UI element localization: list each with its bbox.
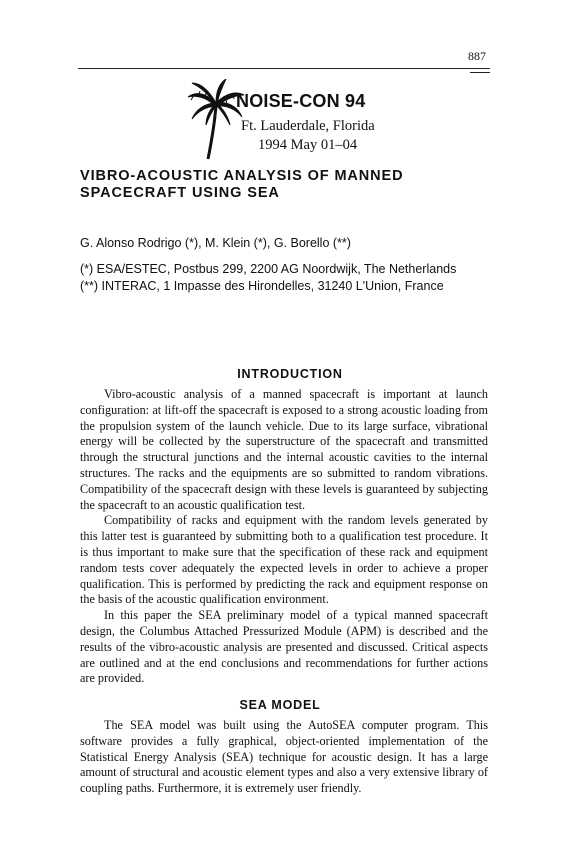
paragraph: In this paper the SEA preliminary model of a typical manned spacecraft design, the Columbus Attached Pressurized Module (APM) is described and the results of the vibro-acoustic analysis are presented and discussed. Critical aspects are outlined and at the end conclusions and recommendations for further actions are provided. <box>80 608 488 686</box>
author-list: G. Alonso Rodrigo (*), M. Klein (*), G. Borello (**) <box>80 236 351 250</box>
paragraph: The SEA model was built using the AutoSEA computer program. This software provides a fully graphical, object-oriented implementation of the Statistical Energy Analysis (SEA) technique for acoustic design. It has a large amount of structural and acoustic element types and also a very extensive library of coupling paths. Furthermore, it is extremely user friendly. <box>80 718 488 796</box>
paper-title-line-2: SPACECRAFT USING SEA <box>80 185 280 201</box>
sea-model-body <box>80 718 488 797</box>
affiliation-1: (*) ESA/ESTEC, Postbus 299, 2200 AG Noordwijk, The Netherlands <box>80 262 457 276</box>
paragraph: Vibro-acoustic analysis of a manned spacecraft is important at launch configuration: at lift-off the spacecraft is exposed to a strong acoustic loading from the propulsion system of the launch vehicle. Due to its large surface, vibrational energy will be collected by the superstructure of the spacecraft and transmitted through the structural junctions and the internal acoustic cavities to the internal structures. The racks and the equipments are so submitted to random vibrations. Compatibility of the spacecraft design with these levels is guaranteed by subjecting the spacecraft to an acoustic qualification test. <box>80 387 488 512</box>
introduction-heading: INTRODUCTION <box>237 367 343 381</box>
header-rule-accent <box>470 72 490 73</box>
affiliation-2: (**) INTERAC, 1 Impasse des Hirondelles, 31240 L'Union, France <box>80 279 444 293</box>
paper-title-line-1: VIBRO-ACOUSTIC ANALYSIS OF MANNED <box>80 168 404 184</box>
conference-location: Ft. Lauderdale, Florida <box>241 118 375 134</box>
paragraph: Compatibility of racks and equipment with the random levels generated by this latter test is guaranteed by submitting both to a qualification test procedure. It is thus important to make sure that the specification of these rack and equipment random tests cover adequately the expected levels in order to achieve a proper qualification. This is performed by predicting the rack and equipment response on the basis of the acoustic qualification environment. <box>80 513 488 607</box>
header-rule <box>78 68 490 69</box>
introduction-body <box>80 387 488 687</box>
page-number: 887 <box>468 49 486 63</box>
conference-date: 1994 May 01–04 <box>258 137 358 153</box>
conference-name: NOISE-CON 94 <box>236 91 366 111</box>
sea-model-heading: SEA MODEL <box>239 698 321 712</box>
paper-title <box>80 168 403 202</box>
